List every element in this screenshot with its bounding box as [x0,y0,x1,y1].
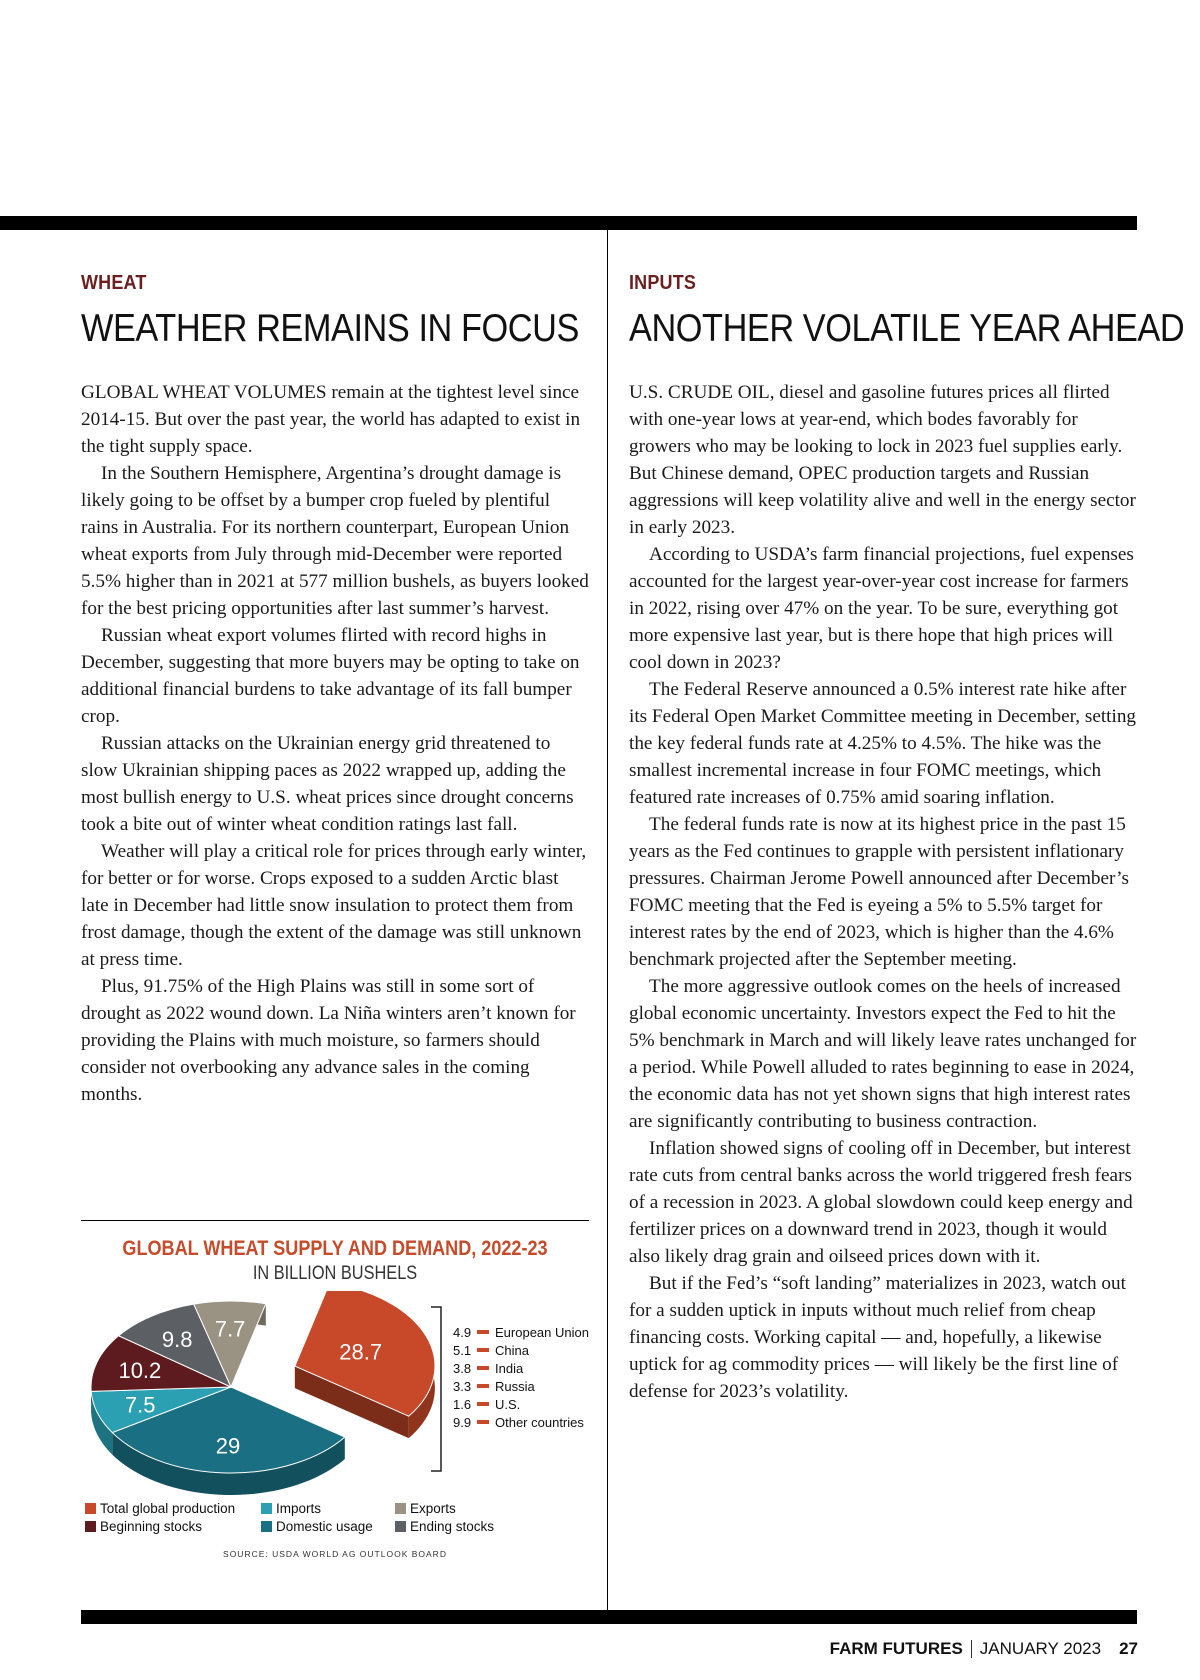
article-headline: ANOTHER VOLATILE YEAR AHEAD [629,307,1185,350]
wheat-chart [81,1220,589,1559]
legend-label: Exports [410,1501,456,1516]
pie-value-label: 7.7 [214,1316,246,1342]
legend-label: Beginning stocks [100,1519,203,1534]
breakdown-country: China [495,1343,529,1358]
breakdown-value: 3.3 [453,1379,472,1394]
pie-value-label: 28.7 [339,1339,383,1365]
pie-value-label: 29 [215,1433,241,1459]
breakdown-marker [477,1366,489,1370]
breakdown-value: 9.9 [453,1415,472,1430]
breakdown-marker [477,1420,489,1424]
article-body [81,379,589,1108]
legend-swatch [395,1503,406,1514]
pie-value-label: 10.2 [118,1358,162,1384]
paragraph: The Federal Reserve announced a 0.5% interest rate hike after its Federal Open Market Committee meeting in December, setting the key federal funds rate at 4.25% to 4.5%. The hike was the smallest incremental increase in four FOMC meetings, which featured rate increases of 0.75% amid soaring inflation. [629,679,1137,808]
paragraph: Plus, 91.75% of the High Plains was still in some sort of drought as 2022 wound down. La Niña winters aren’t known for providing the Plains with much moisture, so farmers should consider not overbooking any advance sales in the coming months. [81,976,576,1105]
paragraph: Weather will play a critical role for prices through early winter, for better or for worse. Crops exposed to a sudden Arctic blast late in December had little snow insulation to protect them from frost damage, though the extent of the damage was still unknown at press time. [81,841,587,970]
paragraph: According to USDA’s farm financial projections, fuel expenses accounted for the largest year-over-year cost increase for farmers in 2022, rising over 47% on the year. To be sure, everything got more expensive last year, but is there hope that high prices will cool down in 2023? [629,544,1134,673]
column-divider [607,230,608,1610]
chart-title: GLOBAL WHEAT SUPPLY AND DEMAND, 2022-23 [122,1237,548,1260]
breakdown-marker [477,1402,489,1406]
paragraph: Inflation showed signs of cooling off in December, but interest rate cuts from central banks across the world triggered fresh fears of a recession in 2023. A global slowdown could keep energy and fertilizer prices on a downward trend in 2023, though it would also likely drag grain and oilseed prices down with it. [629,1138,1133,1267]
pie-value-label: 7.5 [124,1392,156,1418]
legend-swatch [85,1521,96,1532]
top-rule [0,216,1137,230]
legend-label: Imports [276,1501,322,1516]
issue-date: JANUARY 2023 [979,1639,1102,1658]
legend-label: Domestic usage [276,1519,373,1534]
section-kicker: INPUTS [629,272,697,294]
paragraph: In the Southern Hemisphere, Argentina’s drought damage is likely going to be offset by a bumper crop fueled by plentiful rains in Australia. For its northern counterpart, European Union wheat exports from July through mid-December were reported 5.5% higher than in 2021 at 577 million bushels, as buyers looked for the best pricing opportunities after last summer’s harvest. [81,463,589,619]
paragraph: But if the Fed’s “soft landing” materializes in 2023, watch out for a sudden uptick in inputs without much relief from cheap financing costs. Working capital — and, hopefully, a likewise uptick for ag commodity prices — will likely be the first line of defense for 2023’s volatility. [629,1273,1126,1402]
pie-value-label: 9.8 [161,1326,193,1352]
section-kicker: WHEAT [81,272,147,294]
footer-separator [971,1640,972,1658]
breakdown-marker [477,1330,489,1334]
pie-chart [81,1291,589,1547]
legend-swatch [85,1503,96,1514]
legend-swatch [261,1503,272,1514]
chart-subtitle: IN BILLION BUSHELS [252,1263,418,1284]
breakdown-marker [477,1384,489,1388]
paragraph: The more aggressive outlook comes on the heels of increased global economic uncertainty. Investors expect the Fed to hit the 5% benchmark in March and will likely leave rates unchanged for a period. While Powell alluded to rates beginning to ease in 2024, the economic data has not yet shown signs that high interest rates are significantly contributing to business contraction. [629,976,1137,1132]
breakdown-country: U.S. [495,1397,521,1412]
magazine-name: FARM FUTURES [829,1639,963,1658]
breakdown-value: 4.9 [453,1325,472,1340]
legend-swatch [395,1521,406,1532]
breakdown-marker [477,1348,489,1352]
chart-source: SOURCE: USDA WORLD AG OUTLOOK BOARD [223,1549,447,1559]
legend-label: Ending stocks [410,1519,495,1534]
paragraph: GLOBAL WHEAT VOLUMES remain at the tightest level since 2014-15. But over the past year, the world has adapted to exist in the tight supply space. [81,382,581,457]
legend-swatch [261,1521,272,1532]
inputs-article [629,272,1185,1405]
legend-label: Total global production [100,1501,236,1516]
chart-top-rule [81,1220,589,1221]
breakdown-country: Russia [495,1379,535,1394]
wheat-article [81,272,589,1108]
breakdown-country: Other countries [495,1415,584,1430]
breakdown-value: 5.1 [453,1343,472,1358]
article-headline: WEATHER REMAINS IN FOCUS [81,307,579,350]
breakdown-country: European Union [495,1325,589,1340]
page-footer [830,1639,1138,1659]
article-body [629,379,1137,1405]
page-number: 27 [1119,1639,1138,1658]
paragraph: Russian wheat export volumes flirted with record highs in December, suggesting that more buyers may be opting to take on additional financial burdens to take advantage of its fall bumper crop. [81,625,580,727]
breakdown-value: 3.8 [453,1361,472,1376]
breakdown-country: India [495,1361,524,1376]
bottom-rule [81,1610,1137,1624]
paragraph: Russian attacks on the Ukrainian energy grid threatened to slow Ukrainian shipping paces as 2022 wrapped up, adding the most bullish energy to U.S. wheat prices since drought concerns took a bite out of winter wheat condition ratings last fall. [81,733,574,835]
breakdown-value: 1.6 [453,1397,472,1412]
paragraph: U.S. CRUDE OIL, diesel and gasoline futures prices all flirted with one-year lows at year-end, which bodes favorably for growers who may be looking to lock in 2023 fuel supplies early. But Chinese demand, OPEC production targets and Russian aggressions will keep volatility alive and well in the energy sector in early 2023. [629,382,1136,538]
paragraph: The federal funds rate is now at its highest price in the past 15 years as the Fed continues to grapple with persistent inflationary pressures. Chairman Jerome Powell announced after December’s FOMC meeting that the Fed is eyeing a 5% to 5.5% target for interest rates by the end of 2023, which is higher than the 4.6% benchmark projected after the September meeting. [629,814,1129,970]
